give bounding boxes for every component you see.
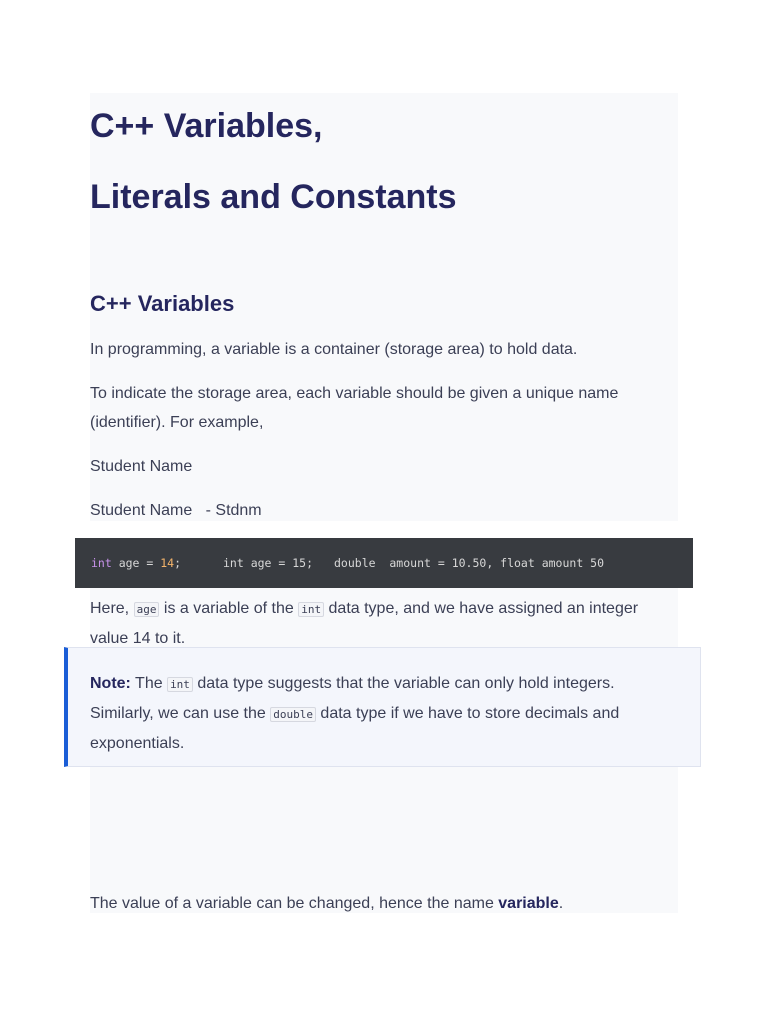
bold-variable: variable [498, 895, 559, 912]
inline-code-int-note: int [167, 677, 193, 692]
inline-code-double: double [270, 707, 316, 722]
paragraph-closing: The value of a variable can be changed, hence the name variable. [90, 895, 564, 912]
note-text: Note: The int data type suggests that the variable can only hold integers. Similarly, we can use the double data type if we have to store decimals and exponentials. [90, 675, 620, 752]
example-line-2: Student Name - Stdnm [90, 502, 262, 519]
section-heading: C++ Variables [90, 291, 235, 316]
page-title-line1: C++ Variables, [90, 107, 323, 145]
example-line-1: Student Name [90, 458, 193, 475]
code-statement-1: int age = 14; [91, 556, 182, 570]
code-block [75, 538, 693, 588]
paragraph-definition: In programming, a variable is a container (storage area) to hold data. [90, 341, 578, 358]
paragraph-identifier: To indicate the storage area, each variable should be given a unique name (identifier). For example, [90, 385, 619, 431]
inline-code-age: age [134, 602, 160, 617]
page-title-line2: Literals and Constants [90, 178, 457, 216]
code-statement-3: double amount = 10.50, float amount 50 [334, 556, 605, 570]
code-statement-2: int age = 15; [223, 556, 314, 570]
paragraph-explanation: Here, age is a variable of the int data type, and we have assigned an integer value 14 to it. [90, 600, 639, 647]
note-label: Note: [90, 675, 131, 692]
note-callout [64, 647, 701, 767]
inline-code-int: int [298, 602, 324, 617]
